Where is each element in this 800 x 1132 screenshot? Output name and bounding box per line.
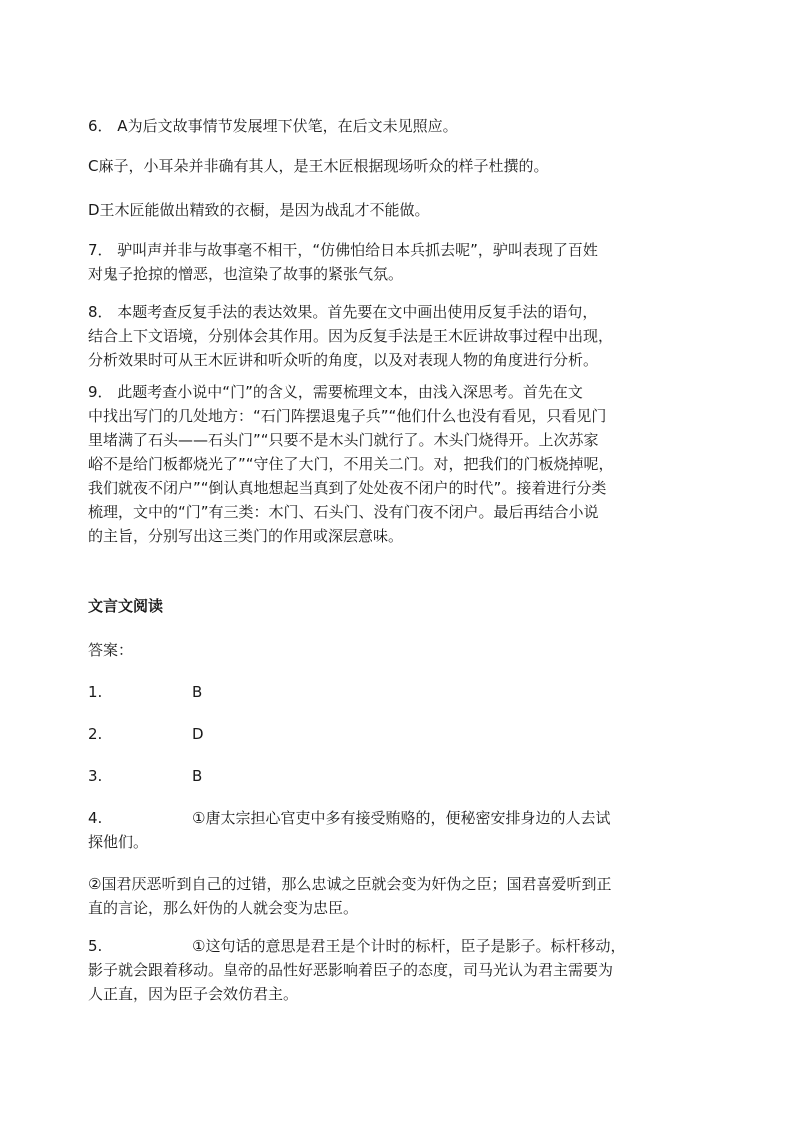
item9-paragraph xyxy=(88,380,658,548)
question-number: 2. xyxy=(88,725,103,743)
section-heading: 文言文阅读 xyxy=(88,597,164,615)
question-number: 3. xyxy=(88,767,103,785)
question-number: 4. xyxy=(88,809,103,827)
item6-line3: D王木匠能做出精致的衣橱，是因为战乱才不能做。 xyxy=(88,201,430,219)
answer-label: 答案： xyxy=(88,641,134,659)
answer-value: B xyxy=(192,767,203,785)
question-number: 5. xyxy=(88,937,103,955)
answer-line xyxy=(88,934,658,958)
answer-line: ②国君厌恶听到自己的过错，那么忠诚之臣就会变为奸伪之臣；国君喜爱听到正 xyxy=(88,875,612,893)
item8-line: 结合上下文语境，分别体会其作用。因为反复手法是王木匠讲故事过程中出现， xyxy=(88,327,614,345)
answer-row-2 xyxy=(88,722,668,747)
item9-line: 峪不是给门板都烧光了”“守住了大门，不用关二门。对，把我们的门板烧掉呢， xyxy=(88,455,614,473)
item6-line1: 6． A为后文故事情节发展埋下伏笔，在后文未见照应。 xyxy=(88,117,458,135)
item9-line: 里堵满了石头——石头门”“只要不是木头门就行了。木头门烧得开。上次苏家 xyxy=(88,431,599,449)
item9-line: 的主旨，分别写出这三类门的作用或深层意味。 xyxy=(88,527,404,545)
answer-value: D xyxy=(192,725,204,743)
item7-line: 对鬼子抢掠的憎恶，也渲染了故事的紧张气氛。 xyxy=(88,265,404,283)
answer-value: B xyxy=(192,683,203,701)
answer-line: 直的言论，那么奸伪的人就会变为忠臣。 xyxy=(88,899,359,917)
answer-row-1 xyxy=(88,680,668,705)
answer-line xyxy=(88,806,658,830)
answer-text: ①这句话的意思是君王是个计时的标杆，臣子是影子。标杆移动， xyxy=(192,937,626,955)
item9-line: 9． 此题考查小说中“门”的含义，需要梳理文本，由浅入深思考。首先在文 xyxy=(88,383,583,401)
item9-line: 我们就夜不闭户”“倒认真地想起当真到了处处夜不闭户的时代”。接着进行分类 xyxy=(88,479,607,497)
answer-row-4-part2 xyxy=(88,872,658,920)
answer-row-4 xyxy=(88,806,658,854)
answer-line: 探他们。 xyxy=(88,833,149,851)
item9-line: 中找出写门的几处地方：“石门阵摆退鬼子兵”“他们什么也没有看见，只看见门 xyxy=(88,407,607,425)
answer-line: 影子就会跟着移动。皇帝的品性好恶影响着臣子的态度，司马光认为君主需要为 xyxy=(88,961,614,979)
item8-line: 8． 本题考查反复手法的表达效果。首先要在文中画出使用反复手法的语句， xyxy=(88,303,598,321)
answer-line: 人正直，因为臣子会效仿君主。 xyxy=(88,985,299,1003)
item8-paragraph xyxy=(88,300,658,372)
item7-paragraph xyxy=(88,238,658,286)
answer-text: ①唐太宗担心官吏中多有接受贿赂的，便秘密安排身边的人去试 xyxy=(192,809,611,827)
item9-line: 梳理，文中的“门”有三类：木门、石头门、没有门夜不闭户。最后再结合小说 xyxy=(88,503,599,521)
question-number: 1. xyxy=(88,683,103,701)
item6-line2: C麻子，小耳朵并非确有其人，是王木匠根据现场听众的样子杜撰的。 xyxy=(88,157,549,175)
answer-row-3 xyxy=(88,764,668,789)
item8-line: 分析效果时可从王木匠讲和听众听的角度，以及对表现人物的角度进行分析。 xyxy=(88,351,599,369)
item7-line: 7． 驴叫声并非与故事毫不相干，“仿佛怕给日本兵抓去呢”，驴叫表现了百姓 xyxy=(88,241,598,259)
answer-row-5 xyxy=(88,934,658,1006)
